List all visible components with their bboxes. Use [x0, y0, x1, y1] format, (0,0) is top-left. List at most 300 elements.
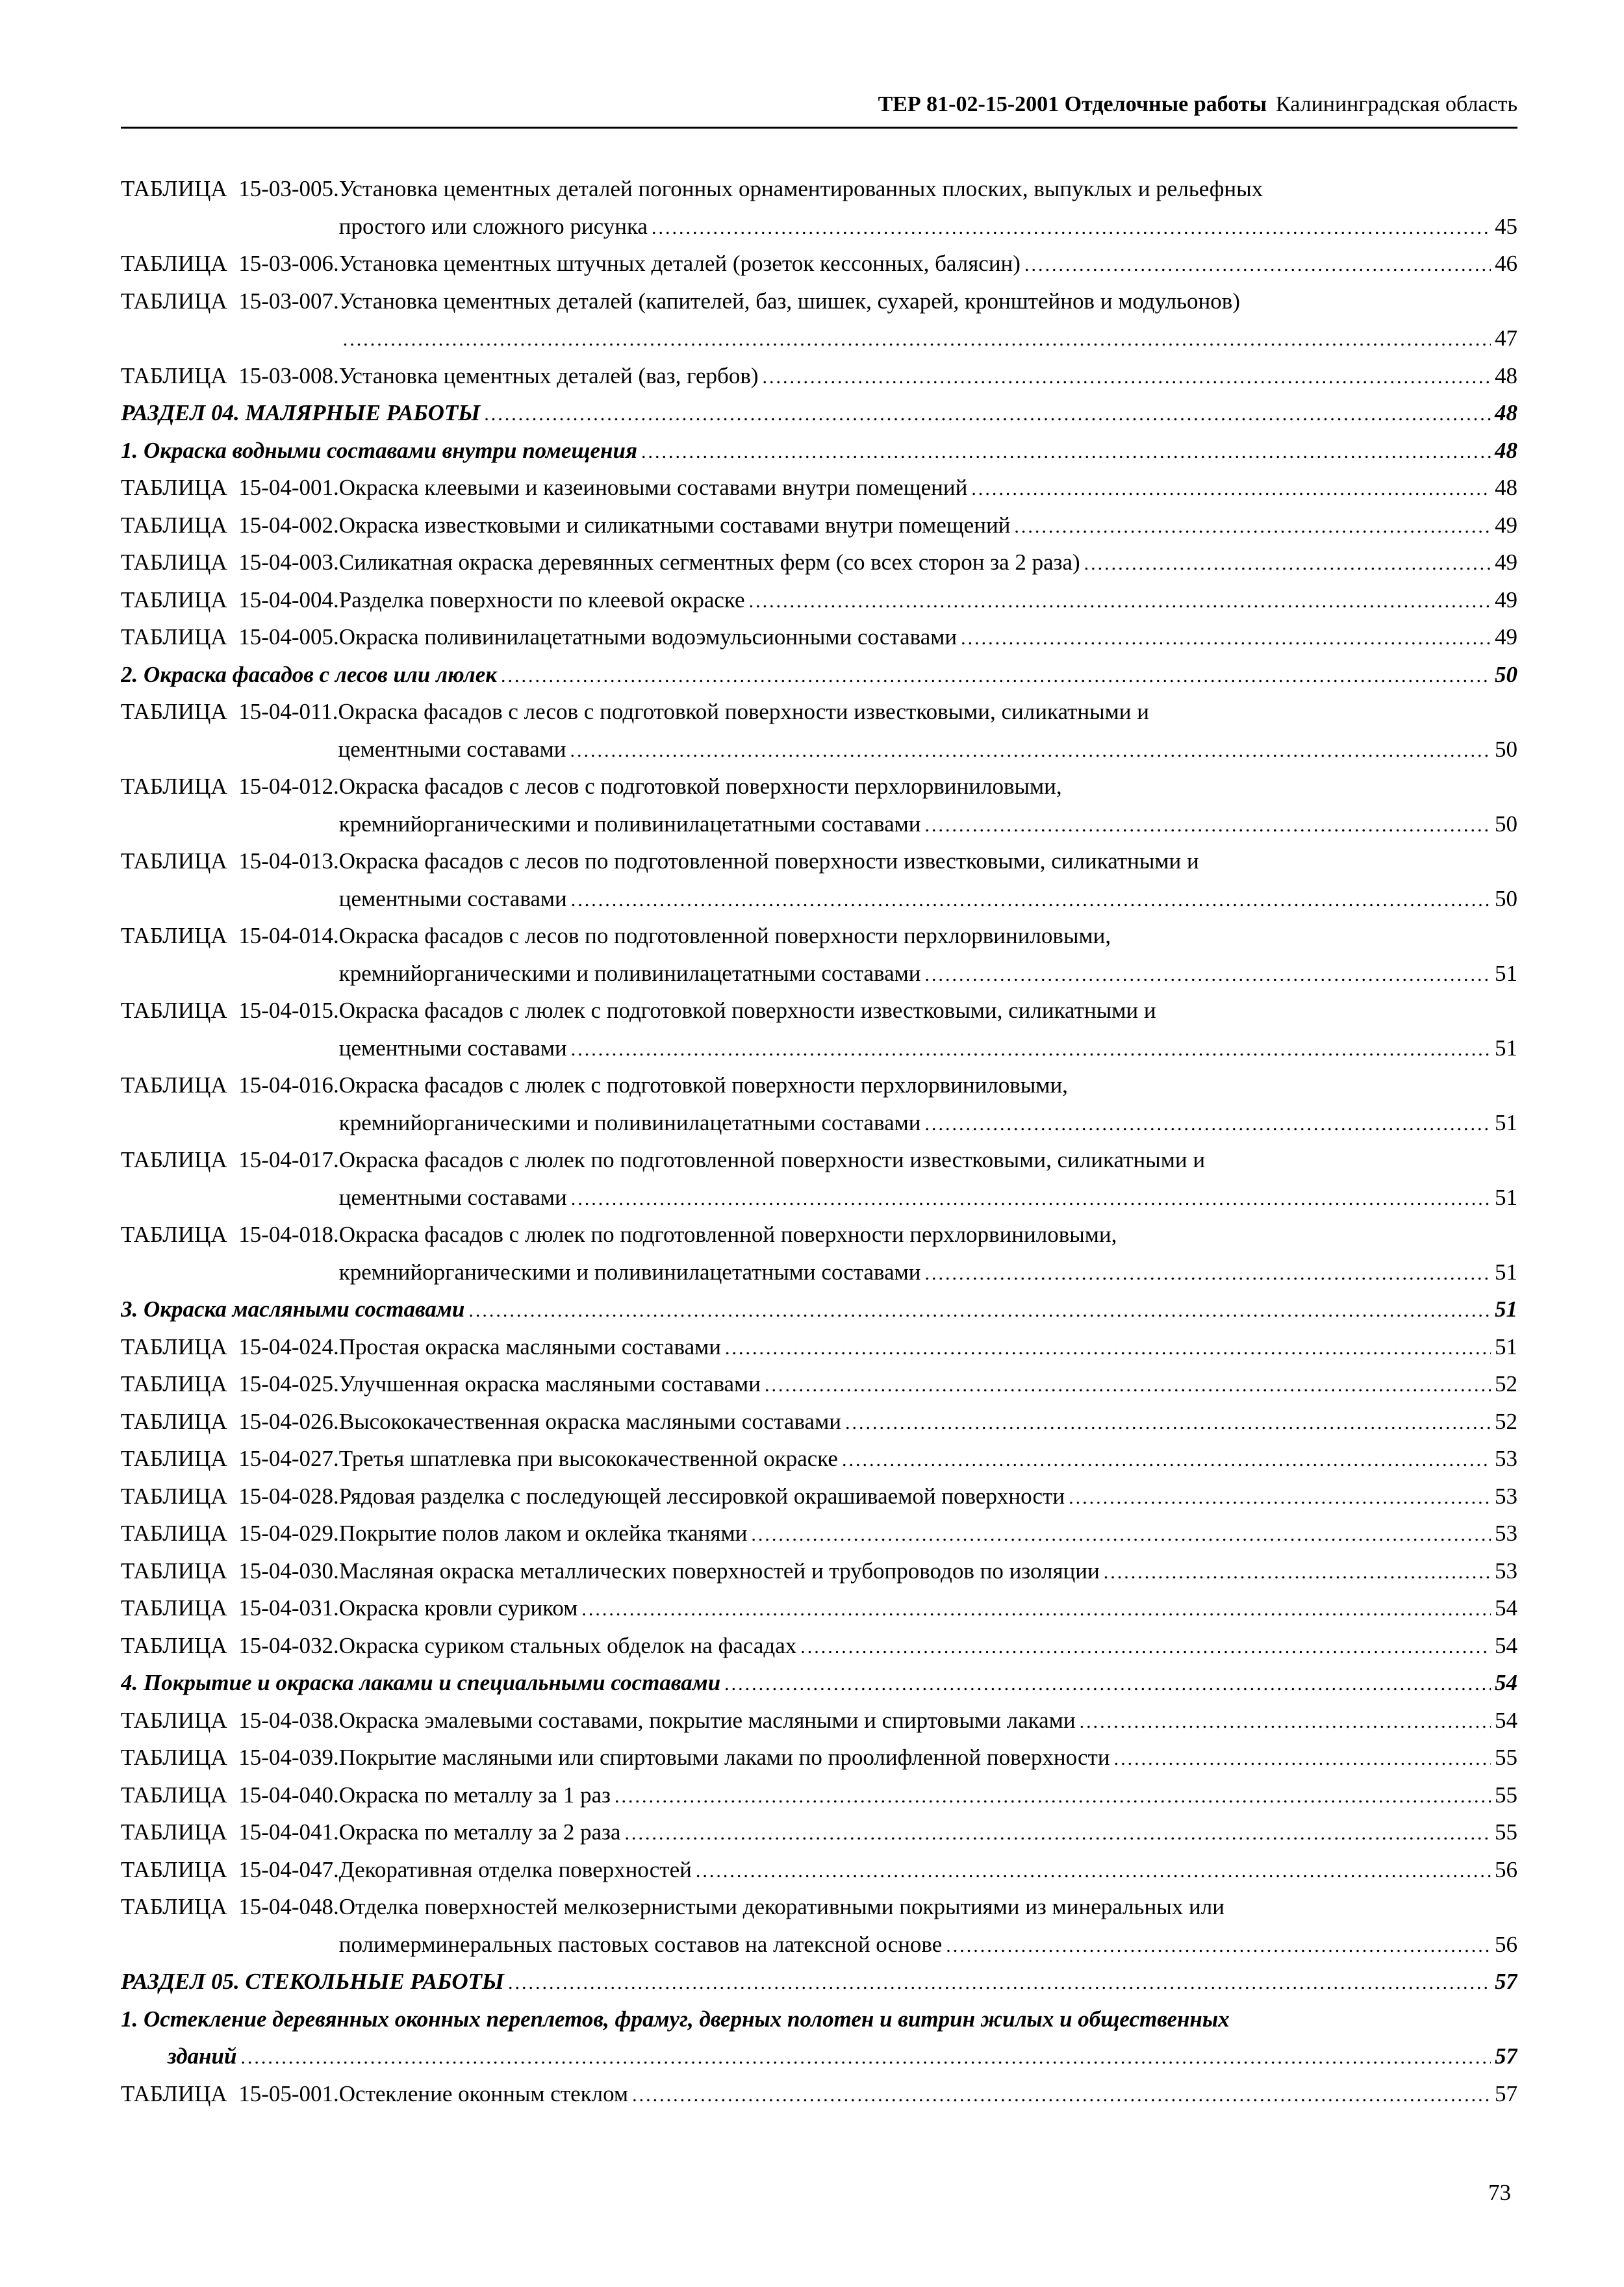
- toc-entry-title: Силикатная окраска деревянных сегментных ферм (со всех сторон за 2 раза): [338, 550, 1080, 575]
- toc-table-entry: [121, 1589, 1517, 1627]
- dot-leader: [632, 2086, 1491, 2105]
- table-of-contents: [121, 170, 1517, 2112]
- toc-table-entry: [121, 2075, 1517, 2113]
- toc-subsection-heading: [121, 1664, 1517, 1702]
- toc-entry-title: кремнийорганическими и поливинилацетатными составами: [338, 1259, 921, 1285]
- toc-heading-title: 1. Остекление деревянных оконных переплетов, фрамуг, дверных полотен и витрин жилых и общественных: [121, 2006, 1230, 2032]
- toc-entry-title: Окраска кровли суриком: [338, 1595, 578, 1621]
- toc-entry-text: [339, 1141, 1517, 1216]
- dot-leader: [946, 1936, 1491, 1956]
- dot-leader: [971, 479, 1491, 499]
- toc-entry-text: [339, 618, 1517, 656]
- toc-entry-text: [339, 469, 1517, 507]
- toc-entry-title: Окраска фасадов с люлек по подготовленной поверхности известковыми, силикатными и: [338, 1147, 1206, 1172]
- toc-entry-title: Окраска эмалевыми составами, покрытие масляными и спиртовыми лаками: [338, 1707, 1076, 1733]
- toc-line: [339, 1216, 1517, 1254]
- toc-entry-title: Остекление оконным стеклом: [338, 2080, 629, 2106]
- toc-table-entry: [121, 357, 1517, 395]
- toc-line: [339, 357, 1517, 395]
- toc-entry-text: [339, 1478, 1517, 1515]
- dot-leader: [696, 1862, 1491, 1881]
- dot-leader: [571, 891, 1491, 910]
- toc-entry-title: Улучшенная окраска масляными составами: [338, 1371, 761, 1396]
- toc-subsection-heading: [121, 2001, 1517, 2075]
- toc-heading-title: 1. Окраска водными составами внутри помещения: [121, 437, 637, 463]
- toc-table-entry: [121, 581, 1517, 619]
- toc-entry-title: Установка цементных деталей (капителей, баз, шишек, сухарей, кронштейнов и модульонов): [338, 288, 1240, 314]
- toc-entry-text: [339, 768, 1517, 842]
- dot-leader: [765, 1376, 1491, 1395]
- dot-leader: [1104, 1563, 1491, 1582]
- dot-leader: [845, 1413, 1491, 1433]
- toc-line: [339, 1365, 1517, 1403]
- toc-entry-title: Окраска известковыми и силикатными составами внутри помещений: [338, 512, 1011, 538]
- toc-table-label: ТАБЛИЦА 15-04-030.: [121, 1558, 339, 1584]
- toc-page-ref: 49: [1495, 512, 1517, 538]
- dot-leader: [641, 442, 1491, 462]
- toc-table-label: ТАБЛИЦА 15-04-012.: [121, 774, 339, 799]
- toc-entry-title: Окраска клеевыми и казеиновыми составами внутри помещений: [338, 475, 968, 500]
- dot-leader: [1084, 554, 1491, 574]
- toc-line: [339, 507, 1517, 544]
- dot-leader: [961, 629, 1491, 648]
- toc-line: [121, 394, 1517, 432]
- toc-page-ref: 57: [1495, 2080, 1517, 2106]
- toc-line: [121, 432, 1517, 470]
- toc-table-label: ТАБЛИЦА 15-04-048.: [121, 1894, 339, 1919]
- toc-line: [339, 469, 1517, 507]
- toc-page-ref: 47: [1495, 325, 1517, 351]
- toc-table-label: ТАБЛИЦА 15-04-014.: [121, 923, 339, 948]
- toc-line: [339, 1254, 1517, 1291]
- dot-leader: [925, 1264, 1491, 1283]
- toc-page-ref: 55: [1495, 1782, 1517, 1808]
- toc-heading-title: 2. Окраска фасадов с лесов или люлек: [121, 661, 497, 687]
- toc-entry-text: [339, 917, 1517, 992]
- toc-table-entry: [121, 992, 1517, 1067]
- toc-entry-text: [339, 1365, 1517, 1403]
- toc-table-entry: [121, 1216, 1517, 1291]
- dot-leader: [800, 1637, 1491, 1657]
- toc-line: [121, 1291, 1517, 1328]
- dot-leader: [749, 592, 1491, 611]
- toc-page-ref: 55: [1495, 1819, 1517, 1845]
- toc-entry-title: Окраска по металлу за 2 раза: [338, 1819, 621, 1845]
- toc-entry-title: Отделка поверхностей мелкозернистыми декоративными покрытиями из минеральных или: [338, 1894, 1224, 1919]
- toc-table-label: ТАБЛИЦА 15-03-005.: [121, 176, 339, 201]
- dot-leader: [484, 405, 1491, 424]
- toc-table-entry: [121, 1141, 1517, 1216]
- toc-page-ref: 50: [1495, 885, 1517, 911]
- dot-leader: [581, 1600, 1491, 1619]
- toc-table-entry: [121, 1851, 1517, 1889]
- toc-entry-title: Покрытие масляными или спиртовыми лаками по проолифленной поверхности: [338, 1745, 1110, 1770]
- dot-leader: [925, 965, 1491, 985]
- toc-page-ref: 51: [1495, 1333, 1517, 1359]
- toc-line: [339, 1627, 1517, 1665]
- toc-entry-title: кремнийорганическими и поливинилацетатными составами: [338, 1109, 921, 1135]
- dot-leader: [571, 1189, 1491, 1209]
- toc-page-ref: 46: [1495, 251, 1517, 276]
- toc-line: [339, 1851, 1517, 1889]
- toc-entry-title: полимерминеральных пастовых составов на латексной основе: [338, 1931, 943, 1957]
- toc-heading-text: [121, 432, 1517, 470]
- toc-table-entry: [121, 469, 1517, 507]
- dot-leader: [763, 368, 1491, 387]
- toc-line: [339, 917, 1517, 955]
- toc-entry-title: Окраска суриком стальных обделок на фасадах: [338, 1632, 797, 1658]
- toc-entry-title: цементными составами: [338, 736, 566, 762]
- dot-leader: [724, 1674, 1491, 1694]
- toc-table-label: ТАБЛИЦА 15-04-001.: [121, 475, 339, 500]
- toc-line: [339, 1403, 1517, 1441]
- toc-line: [339, 992, 1517, 1030]
- toc-line: [339, 768, 1517, 805]
- toc-line: [339, 1926, 1517, 1964]
- toc-entry-title: кремнийорганическими и поливинилацетатными составами: [338, 960, 921, 986]
- toc-table-entry: [121, 170, 1517, 245]
- toc-page-ref: 49: [1495, 587, 1517, 613]
- toc-table-label: ТАБЛИЦА 15-04-017.: [121, 1147, 339, 1172]
- toc-table-label: ТАБЛИЦА 15-04-041.: [121, 1819, 339, 1845]
- toc-page-ref: 57: [1495, 2043, 1517, 2069]
- toc-line: [339, 1030, 1517, 1067]
- dot-leader: [1014, 517, 1491, 537]
- toc-entry-title: цементными составами: [338, 885, 567, 911]
- toc-line: [339, 1888, 1517, 1926]
- toc-heading-text: [121, 1291, 1517, 1328]
- toc-line: [339, 170, 1517, 208]
- toc-table-label: ТАБЛИЦА 15-04-027.: [121, 1446, 339, 1471]
- toc-heading-title: зданий: [168, 2043, 237, 2069]
- toc-page-ref: 50: [1495, 811, 1517, 837]
- toc-line: [121, 1963, 1517, 2001]
- dot-leader: [571, 1040, 1491, 1059]
- toc-table-entry: [121, 1365, 1517, 1403]
- toc-entry-text: [339, 507, 1517, 544]
- toc-page-ref: 56: [1495, 1931, 1517, 1957]
- toc-subsection-heading: [121, 656, 1517, 694]
- document-code: ТЕР 81-02-15-2001 Отделочные работы: [878, 92, 1267, 116]
- toc-heading-title: РАЗДЕЛ 05. СТЕКОЛЬНЫЕ РАБОТЫ: [121, 1969, 504, 1994]
- toc-section-heading: [121, 1963, 1517, 2001]
- toc-entry-text: [339, 1589, 1517, 1627]
- toc-line: [339, 1478, 1517, 1515]
- toc-entry-title: Высококачественная окраска масляными составами: [338, 1408, 841, 1434]
- toc-entry-title: Окраска фасадов с люлек с подготовкой поверхности известковыми, силикатными и: [338, 998, 1156, 1023]
- toc-page-ref: 55: [1495, 1745, 1517, 1770]
- toc-table-label: ТАБЛИЦА 15-04-003.: [121, 550, 339, 575]
- toc-page-ref: 53: [1495, 1483, 1517, 1509]
- toc-entry-title: Окраска фасадов с люлек с подготовкой поверхности перхлорвиниловыми,: [338, 1072, 1068, 1098]
- toc-table-entry: [121, 507, 1517, 544]
- toc-page-ref: 53: [1495, 1446, 1517, 1471]
- dot-leader: [751, 1525, 1491, 1545]
- toc-line: [339, 880, 1517, 918]
- toc-line: [339, 842, 1517, 880]
- toc-table-entry: [121, 1627, 1517, 1665]
- toc-entry-title: Установка цементных деталей погонных орнаментированных плоских, выпуклых и рельефных: [338, 176, 1263, 201]
- toc-table-label: ТАБЛИЦА 15-04-039.: [121, 1745, 339, 1770]
- toc-table-entry: [121, 1067, 1517, 1141]
- toc-table-label: ТАБЛИЦА 15-04-015.: [121, 998, 339, 1023]
- toc-line: [339, 320, 1517, 357]
- toc-table-entry: [121, 693, 1517, 768]
- dot-leader: [1080, 1712, 1491, 1732]
- dot-leader: [240, 2048, 1491, 2067]
- toc-entry-text: [339, 283, 1517, 357]
- toc-table-label: ТАБЛИЦА 15-04-032.: [121, 1632, 339, 1658]
- dot-leader: [343, 330, 1491, 349]
- toc-table-entry: [121, 1478, 1517, 1515]
- toc-table-entry: [121, 283, 1517, 357]
- toc-line: [121, 656, 1517, 694]
- toc-page-ref: 54: [1495, 1632, 1517, 1658]
- toc-entry-title: Окраска фасадов с лесов с подготовкой поверхности перхлорвиниловыми,: [338, 774, 1062, 799]
- toc-page-ref: 53: [1495, 1558, 1517, 1584]
- toc-table-entry: [121, 618, 1517, 656]
- toc-entry-title: Рядовая разделка с последующей лессировкой окрашиваемой поверхности: [338, 1483, 1065, 1509]
- toc-page-ref: 50: [1495, 736, 1517, 762]
- toc-page-ref: 56: [1495, 1856, 1517, 1882]
- dot-leader: [501, 666, 1491, 686]
- dot-leader: [725, 1339, 1491, 1358]
- toc-table-entry: [121, 1813, 1517, 1851]
- toc-entry-text: [339, 1067, 1517, 1141]
- toc-table-entry: [121, 1702, 1517, 1739]
- toc-line: [339, 1179, 1517, 1217]
- toc-page-ref: 50: [1495, 661, 1517, 687]
- running-header: [121, 92, 1517, 117]
- toc-entry-title: Установка цементных штучных деталей (розеток кессонных, балясин): [338, 251, 1021, 276]
- toc-entry-text: [339, 1813, 1517, 1851]
- toc-page-ref: 51: [1495, 1109, 1517, 1135]
- toc-section-heading: [121, 394, 1517, 432]
- toc-table-entry: [121, 1328, 1517, 1366]
- dot-leader: [508, 1973, 1491, 1993]
- toc-page-ref: 51: [1495, 1296, 1517, 1322]
- toc-page-ref: 48: [1495, 362, 1517, 388]
- toc-entry-text: [339, 1851, 1517, 1889]
- page-number: 73: [1488, 2180, 1511, 2205]
- toc-table-label: ТАБЛИЦА 15-04-011.: [121, 699, 338, 724]
- toc-entry-title: Простая окраска масляными составами: [338, 1333, 721, 1359]
- toc-table-entry: [121, 1739, 1517, 1776]
- toc-page-ref: 49: [1495, 550, 1517, 575]
- toc-line: [339, 1776, 1517, 1814]
- toc-entry-title: Покрытие полов лаком и оклейка тканями: [338, 1521, 748, 1546]
- toc-table-entry: [121, 917, 1517, 992]
- toc-entry-title: кремнийорганическими и поливинилацетатными составами: [338, 811, 921, 837]
- toc-line: [339, 1440, 1517, 1478]
- toc-page-ref: 52: [1495, 1371, 1517, 1396]
- toc-line: [339, 1141, 1517, 1179]
- toc-table-label: ТАБЛИЦА 15-04-029.: [121, 1521, 339, 1546]
- toc-line: [339, 544, 1517, 581]
- toc-heading-text: [121, 394, 1517, 432]
- toc-line: [339, 1552, 1517, 1590]
- toc-line: [339, 805, 1517, 843]
- toc-table-label: ТАБЛИЦА 15-04-013.: [121, 848, 339, 874]
- toc-line: [339, 1328, 1517, 1366]
- toc-table-label: ТАБЛИЦА 15-04-025.: [121, 1371, 339, 1396]
- toc-line: [339, 1739, 1517, 1776]
- toc-line: [339, 1589, 1517, 1627]
- header-rule: [121, 127, 1517, 129]
- dot-leader: [1114, 1749, 1491, 1769]
- toc-entry-title: Окраска фасадов с лесов с подготовкой поверхности известковыми, силикатными и: [338, 699, 1149, 724]
- toc-line: [339, 1702, 1517, 1739]
- toc-line: [339, 1515, 1517, 1552]
- toc-line: [121, 2038, 1517, 2075]
- toc-table-label: ТАБЛИЦА 15-04-040.: [121, 1782, 339, 1808]
- toc-table-label: ТАБЛИЦА 15-04-024.: [121, 1333, 339, 1359]
- toc-table-entry: [121, 1776, 1517, 1814]
- toc-entry-title: Третья шпатлевка при высококачественной окраске: [338, 1446, 838, 1471]
- toc-entry-title: Установка цементных деталей (ваз, гербов): [338, 362, 759, 388]
- toc-table-label: ТАБЛИЦА 15-04-038.: [121, 1707, 339, 1733]
- toc-entry-text: [338, 693, 1517, 768]
- toc-page-ref: 48: [1495, 437, 1517, 463]
- toc-entry-text: [339, 1552, 1517, 1590]
- dot-leader: [625, 1824, 1491, 1843]
- toc-table-label: ТАБЛИЦА 15-04-002.: [121, 512, 339, 538]
- toc-heading-title: РАЗДЕЛ 04. МАЛЯРНЫЕ РАБОТЫ: [121, 400, 481, 425]
- toc-entry-text: [339, 1403, 1517, 1441]
- toc-page-ref: 49: [1495, 624, 1517, 650]
- toc-table-label: ТАБЛИЦА 15-04-031.: [121, 1595, 339, 1621]
- toc-entry-text: [339, 842, 1517, 917]
- toc-line: [339, 618, 1517, 656]
- toc-line: [121, 2001, 1517, 2038]
- toc-table-label: ТАБЛИЦА 15-04-004.: [121, 587, 339, 613]
- toc-entry-text: [339, 1776, 1517, 1814]
- toc-line: [338, 693, 1517, 731]
- toc-entry-title: Окраска фасадов с лесов по подготовленной поверхности известковыми, силикатными и: [338, 848, 1199, 874]
- toc-line: [339, 1813, 1517, 1851]
- toc-table-entry: [121, 1552, 1517, 1590]
- toc-heading-title: 4. Покрытие и окраска лаками и специальными составами: [121, 1670, 721, 1695]
- toc-table-label: ТАБЛИЦА 15-03-007.: [121, 288, 339, 314]
- toc-entry-title: Разделка поверхности по клеевой окраске: [338, 587, 745, 613]
- toc-entry-text: [339, 1888, 1517, 1963]
- toc-table-label: ТАБЛИЦА 15-04-028.: [121, 1483, 339, 1509]
- toc-page-ref: 51: [1495, 960, 1517, 986]
- toc-heading-text: [121, 1963, 1517, 2001]
- toc-table-entry: [121, 544, 1517, 581]
- toc-table-label: ТАБЛИЦА 15-03-006.: [121, 251, 339, 276]
- toc-entry-text: [339, 170, 1517, 245]
- dot-leader: [1069, 1488, 1491, 1508]
- toc-page-ref: 57: [1495, 1969, 1517, 1994]
- toc-entry-text: [339, 1440, 1517, 1478]
- toc-entry-text: [339, 357, 1517, 395]
- toc-table-label: ТАБЛИЦА 15-04-047.: [121, 1856, 339, 1882]
- toc-table-entry: [121, 842, 1517, 917]
- dot-leader: [842, 1450, 1491, 1470]
- toc-entry-text: [339, 1216, 1517, 1291]
- toc-page-ref: 54: [1495, 1707, 1517, 1733]
- toc-entry-title: Декоративная отделка поверхностей: [338, 1856, 692, 1882]
- dot-leader: [652, 218, 1491, 238]
- toc-entry-text: [339, 1515, 1517, 1552]
- toc-table-entry: [121, 1440, 1517, 1478]
- dot-leader: [570, 741, 1491, 761]
- toc-entry-text: [339, 1702, 1517, 1739]
- toc-table-entry: [121, 1888, 1517, 1963]
- dot-leader: [468, 1301, 1491, 1320]
- toc-entry-text: [339, 1328, 1517, 1366]
- toc-entry-title: Масляная окраска металлических поверхностей и трубопроводов по изоляции: [338, 1558, 1100, 1584]
- toc-entry-title: цементными составами: [338, 1184, 567, 1210]
- toc-line: [339, 283, 1517, 320]
- toc-table-label: ТАБЛИЦА 15-04-016.: [121, 1072, 339, 1098]
- toc-entry-text: [339, 1627, 1517, 1665]
- toc-entry-text: [339, 245, 1517, 283]
- toc-table-label: ТАБЛИЦА 15-05-001.: [121, 2080, 339, 2106]
- toc-page-ref: 51: [1495, 1184, 1517, 1210]
- toc-page-ref: 53: [1495, 1521, 1517, 1546]
- toc-page-ref: 51: [1495, 1035, 1517, 1061]
- toc-page-ref: 54: [1495, 1595, 1517, 1621]
- toc-page-ref: 45: [1495, 213, 1517, 239]
- toc-heading-text: [121, 656, 1517, 694]
- toc-entry-text: [339, 544, 1517, 581]
- toc-table-entry: [121, 245, 1517, 283]
- toc-subsection-heading: [121, 1291, 1517, 1328]
- toc-entry-text: [339, 992, 1517, 1067]
- dot-leader: [615, 1787, 1491, 1806]
- toc-line: [121, 1664, 1517, 1702]
- toc-entry-title: цементными составами: [338, 1035, 567, 1061]
- toc-entry-title: Окраска фасадов с люлек по подготовленной поверхности перхлорвиниловыми,: [338, 1222, 1117, 1247]
- dot-leader: [925, 816, 1491, 835]
- toc-line: [339, 1104, 1517, 1142]
- toc-heading-text: [121, 1664, 1517, 1702]
- toc-line: [338, 731, 1517, 768]
- toc-entry-title: простого или сложного рисунка: [338, 213, 648, 239]
- toc-table-label: ТАБЛИЦА 15-04-018.: [121, 1222, 339, 1247]
- toc-subsection-heading: [121, 432, 1517, 470]
- toc-entry-title: Окраска поливинилацетатными водоэмульсионными составами: [338, 624, 958, 650]
- toc-page-ref: 48: [1495, 475, 1517, 500]
- toc-line: [339, 208, 1517, 246]
- toc-table-label: ТАБЛИЦА 15-04-026.: [121, 1408, 339, 1434]
- toc-table-label: ТАБЛИЦА 15-04-005.: [121, 624, 339, 650]
- toc-line: [339, 1067, 1517, 1104]
- toc-line: [339, 581, 1517, 619]
- toc-line: [339, 955, 1517, 992]
- toc-entry-title: Окраска по металлу за 1 раз: [338, 1782, 611, 1808]
- toc-heading-title: 3. Окраска масляными составами: [121, 1296, 465, 1322]
- dot-leader: [925, 1115, 1491, 1134]
- toc-page-ref: 51: [1495, 1259, 1517, 1285]
- toc-table-entry: [121, 768, 1517, 842]
- toc-page-ref: 52: [1495, 1408, 1517, 1434]
- toc-page-ref: 54: [1495, 1670, 1517, 1695]
- toc-page-ref: 48: [1495, 400, 1517, 425]
- toc-line: [339, 2075, 1517, 2113]
- toc-line: [339, 245, 1517, 283]
- toc-entry-text: [339, 2075, 1517, 2113]
- toc-entry-text: [339, 581, 1517, 619]
- toc-heading-text: [121, 2001, 1517, 2075]
- toc-table-label: ТАБЛИЦА 15-03-008.: [121, 362, 339, 388]
- dot-leader: [1024, 255, 1491, 275]
- document-region: Калининградская область: [1276, 92, 1517, 116]
- toc-entry-text: [339, 1739, 1517, 1776]
- toc-table-entry: [121, 1515, 1517, 1552]
